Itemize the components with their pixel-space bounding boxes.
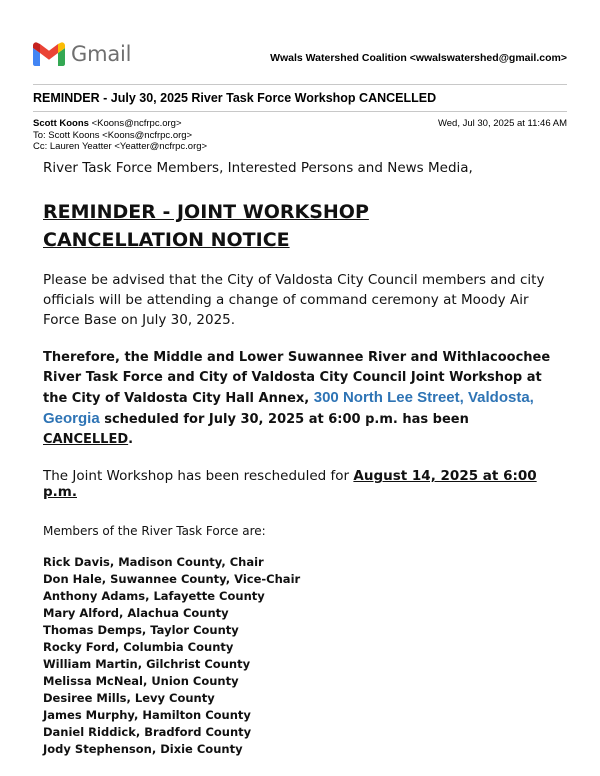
- gmail-logo: [33, 42, 131, 66]
- email-subject: REMINDER - July 30, 2025 River Task Force Workshop CANCELLED: [33, 91, 437, 105]
- member-item: Don Hale, Suwannee County, Vice-Chair: [43, 572, 301, 586]
- sender-name: Scott Koons: [33, 118, 89, 129]
- gmail-wordmark: Gmail: [71, 42, 132, 66]
- cancellation-text: Therefore, the Middle and Lower Suwannee River and Withlacoochee River Task Force and City of Valdosta City Council Joint Workshop at the City of Valdosta City Hall Annex,: [43, 350, 551, 406]
- member-item: Anthony Adams, Lafayette County: [43, 589, 265, 603]
- cc-line: Cc: Lauren Yeatter <Yeatter@ncfrpc.org>: [33, 141, 208, 152]
- gmail-m-icon: [33, 42, 65, 66]
- member-item: Rick Davis, Madison County, Chair: [43, 555, 264, 569]
- members-list: [43, 554, 553, 758]
- email-body: [43, 160, 553, 758]
- cancelled-word: CANCELLED: [43, 432, 129, 447]
- member-item: Daniel Riddick, Bradford County: [43, 725, 252, 739]
- divider: [33, 111, 567, 112]
- reschedule-date: August 14, 2025 at 6:00 p.m.: [43, 468, 537, 500]
- to-line: To: Scott Koons <Koons@ncfrpc.org>: [33, 129, 193, 141]
- cancellation-text-2: scheduled for July 30, 2025 at 6:00 p.m. has been: [99, 412, 469, 427]
- account-label: Wwals Watershed Coalition <wwalswatershed@gmail.com>: [270, 52, 567, 64]
- print-header: [33, 42, 567, 70]
- member-item: Desiree Mills, Levy County: [43, 691, 215, 705]
- sent-date: Wed, Jul 30, 2025 at 11:46 AM: [437, 118, 567, 129]
- member-item: James Murphy, Hamilton County: [43, 708, 251, 722]
- cancellation-end: .: [128, 432, 134, 447]
- member-item: Thomas Demps, Taylor County: [43, 623, 239, 637]
- sender-email: <Koons@ncfrpc.org>: [91, 118, 182, 129]
- member-item: Rocky Ford, Columbia County: [43, 640, 234, 654]
- address-text: 300 North Lee Street, Valdosta, Georgia: [43, 389, 534, 427]
- greeting: River Task Force Members, Interested Persons and News Media,: [43, 160, 473, 176]
- divider: [33, 84, 567, 85]
- paragraph-reschedule: [43, 468, 553, 500]
- member-item: Jody Stephenson, Dixie County: [43, 742, 243, 756]
- paragraph-cancellation: [43, 348, 553, 450]
- member-item: Mary Alford, Alachua County: [43, 606, 229, 620]
- member-item: William Martin, Gilchrist County: [43, 657, 251, 671]
- paragraph-notice: Please be advised that the City of Valdosta City Council members and city officials will be attending a change of command ceremony at Moody Air Force Base on July 30, 2025.: [43, 272, 545, 328]
- member-item: Melissa McNeal, Union County: [43, 674, 239, 688]
- email-meta: [33, 118, 567, 153]
- notice-title: REMINDER - JOINT WORKSHOP CANCELLATION NOTICE: [43, 201, 369, 251]
- reschedule-text: The Joint Workshop has been rescheduled for: [43, 468, 354, 484]
- members-heading: Members of the River Task Force are:: [43, 524, 266, 538]
